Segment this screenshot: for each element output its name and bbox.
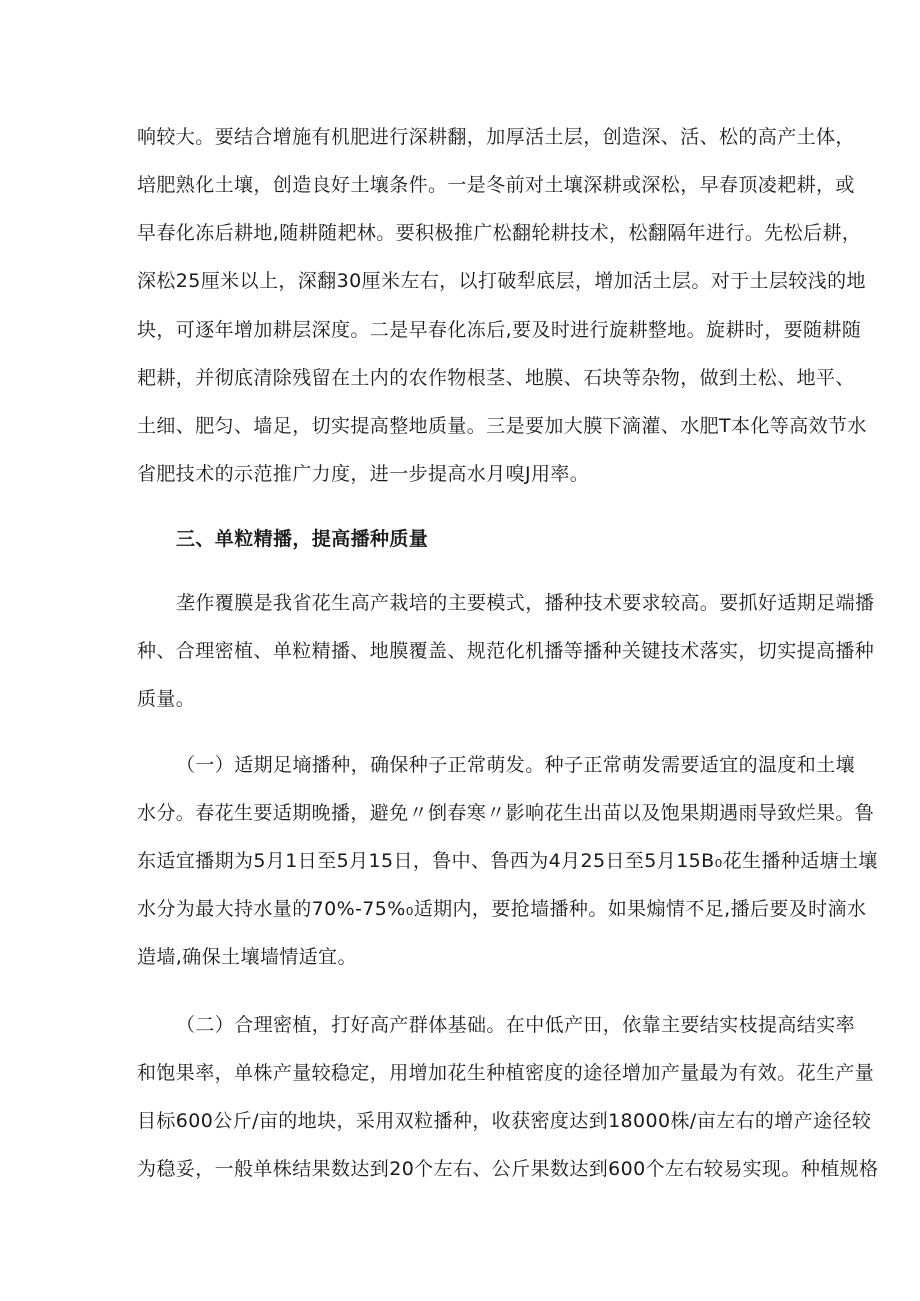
text-line: 响较大。要结合增施有机肥进行深耕翻，加厚活土层，创造深、活、松的高产土体， [137,126,855,148]
text-line: 块，可逐年增加耕层深度。二是早春化冻后,要及时进行旋耕整地。旋耕时，要随耕随 [137,319,862,341]
text-line: 深松25厘米以上，深翻30厘米左右，以打破犁底层，增加活土层。对于土层较浅的地 [137,270,866,292]
text-line: 省肥技术的示范推广力度，进一步提高水月嗅J用率。 [137,463,590,485]
heading-text: 三、单粒精播，提高播种质量 [176,528,429,550]
text-line: 早春化冻后耕地,随耕随耙林。要积极推广松翻轮耕技术，松翻隔年进行。先松后耕， [137,222,862,244]
text-line: （二）合理密植，打好高产群体基础。在中低产田，依靠主要结实枝提高结实率 [176,1014,856,1036]
text-line: 种、合理密植、单粒精播、地膜覆盖、规范化机播等播种关键技术落实，切实提高播种 [137,640,875,662]
text-line: 和饱果率，单株产量较稳定，用增加花生种植密度的途径增加产量最为有效。花生产量 [137,1062,875,1084]
text-line: 东适宜播期为5月1日至5月15日，鲁中、鲁西为4月25日至5月15B₀花生播种适塘土壤 [137,850,878,872]
text-line: 目标600公斤/亩的地块，采用双粒播种，收获密度达到18000株/亩左右的增产途径较 [137,1110,872,1132]
text-line: 水分为最大持水量的70%-75%₀适期内，要抢墙播种。如果煽情不足,播后要及时滴水 [137,898,867,920]
text-line: 垄作覆膜是我省花生高产栽培的主要模式，播种技术要求较高。要抓好适期足端播 [176,592,875,614]
text-line: 质量。 [137,688,196,710]
text-line: 造墙,确保土壤墙情适宜。 [137,946,357,968]
text-line: 土细、肥匀、墙足，切实提高整地质量。三是要加大膜下滴灌、水肥T本化等高效节水 [137,415,867,437]
text-line: 水分。春花生要适期晚播，避免〃倒春寒〃影响花生出苗以及饱果期遇雨导致烂果。鲁 [137,802,875,824]
text-line: （一）适期足墒播种，确保种子正常萌发。种子正常萌发需要适宜的温度和土壤 [176,754,856,776]
text-line: 培肥熟化土壤，创造良好土壤条件。一是冬前对土壤深耕或深松，早春顶凌耙耕，或 [137,174,855,196]
text-line: 为稳妥，一般单株结果数达到20个左右、公斤果数达到600个左右较易实现。种植规格 [137,1158,879,1180]
text-line: 耙耕，并彻底清除残留在土内的农作物根茎、地膜、石块等杂物，做到土松、地平、 [137,367,855,389]
